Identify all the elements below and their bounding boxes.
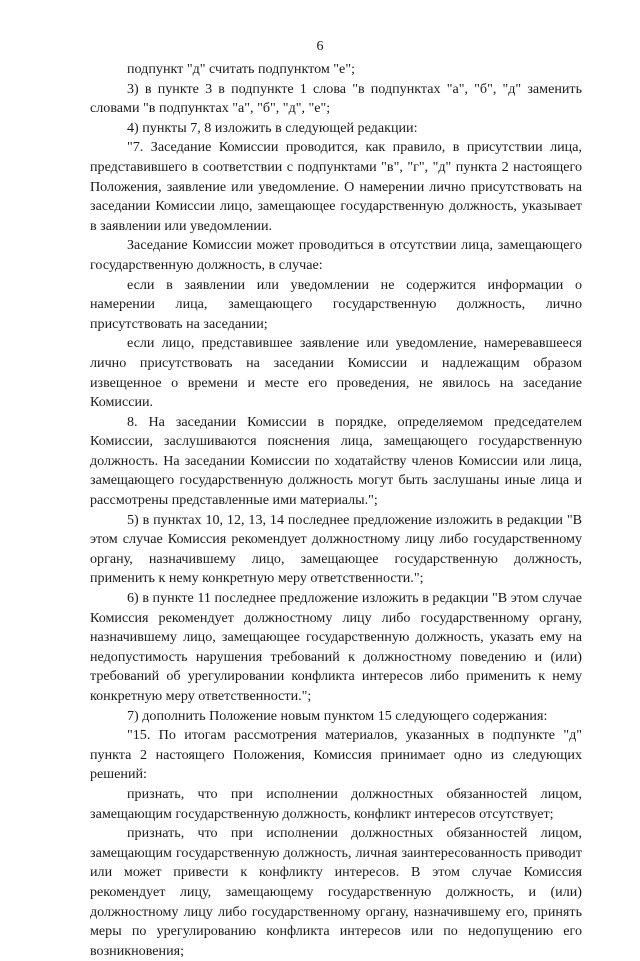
paragraph: 5) в пунктах 10, 12, 13, 14 последнее предложение изложить в редакции "В этом случае Комиссия рекомендует должностному лицу либо государственному органу, назначившему лицо, замещающее государственную должность, применить к нему конкретную меру ответственности."; [90, 511, 582, 587]
paragraph: 8. На заседании Комиссии в порядке, определяемом председателем Комиссии, заслушиваются пояснения лица, замещающего государственную должность. На заседании Комиссии по ходатайству членов Комиссии или лица, замещающего государственную должность могут быть заслушаны иные лица и рассмотрены представленные ими материалы."; [90, 413, 582, 509]
paragraph: если лицо, представившее заявление или уведомление, намеревавшееся лично присутствовать на заседании Комиссии и надлежащим образом извещенное о времени и месте его проведения, не явилось на заседание Комиссии. [90, 335, 582, 411]
paragraph: "15. По итогам рассмотрения материалов, указанных в подпункте "д" пункта 2 настоящего Положения, Комиссия принимает одно из следующих решений: [90, 727, 582, 783]
page-number: 6 [316, 39, 324, 54]
paragraph: подпункт "д" считать подпунктом "е"; [127, 61, 355, 77]
paragraph: "7. Заседание Комиссии проводится, как правило, в присутствии лица, представившего в соответствии с подпунктами "в", "г", "д" пункта 2 настоящего Положения, заявление или уведомление. О намерении лично присутствовать на заседании Комиссии лицо, замещающее государственную должность, указывает в заявлении или уведомлении. [90, 139, 582, 234]
paragraph: 4) пункты 7, 8 изложить в следующей редакции: [127, 119, 418, 136]
paragraph: признать, что при исполнении должностных обязанностей лицом, замещающим государственную должность, конфликт интересов отсутствует; [90, 785, 582, 822]
paragraph: Заседание Комиссии может проводиться в отсутствии лица, замещающего государственную должность, в случае: [90, 237, 582, 273]
paragraph: если в заявлении или уведомлении не содержится информации о намерении лица, замещающего государственную должность, лично присутствовать на заседании; [90, 276, 582, 332]
paragraph: 7) дополнить Положение новым пунктом 15 следующего содержания: [127, 707, 548, 724]
paragraph: 6) в пункте 11 последнее предложение изложить в редакции "В этом случае Комиссия рекомендует должностному лицу либо государственному органу, назначившему лицо, замещающее государственную должность, указать ему на недопустимость нарушения требований к должностному поведению и (или) требований об урегулировании конфликта интересов либо применить к нему конкретную меру ответственности."; [90, 590, 582, 704]
paragraph: признать, что при исполнении должностных обязанностей лицом, замещающим государственную должность, личная заинтересованность приводит или может привести к конфликту интересов. В этом случае Комиссия рекомендует лицу, замещающему государственную должность, и (или) должностному лицу либо государственному органу, назначившему его, принять меры по урегулированию конфликта интересов или по недопущению его возникновения; [90, 825, 582, 959]
paragraph: 3) в пункте 3 в подпункте 1 слова "в подпунктах "а", "б", "д" заменить словами "в подпунктах "а", "б", "д", "е"; [90, 80, 582, 117]
document-body [90, 60, 582, 961]
